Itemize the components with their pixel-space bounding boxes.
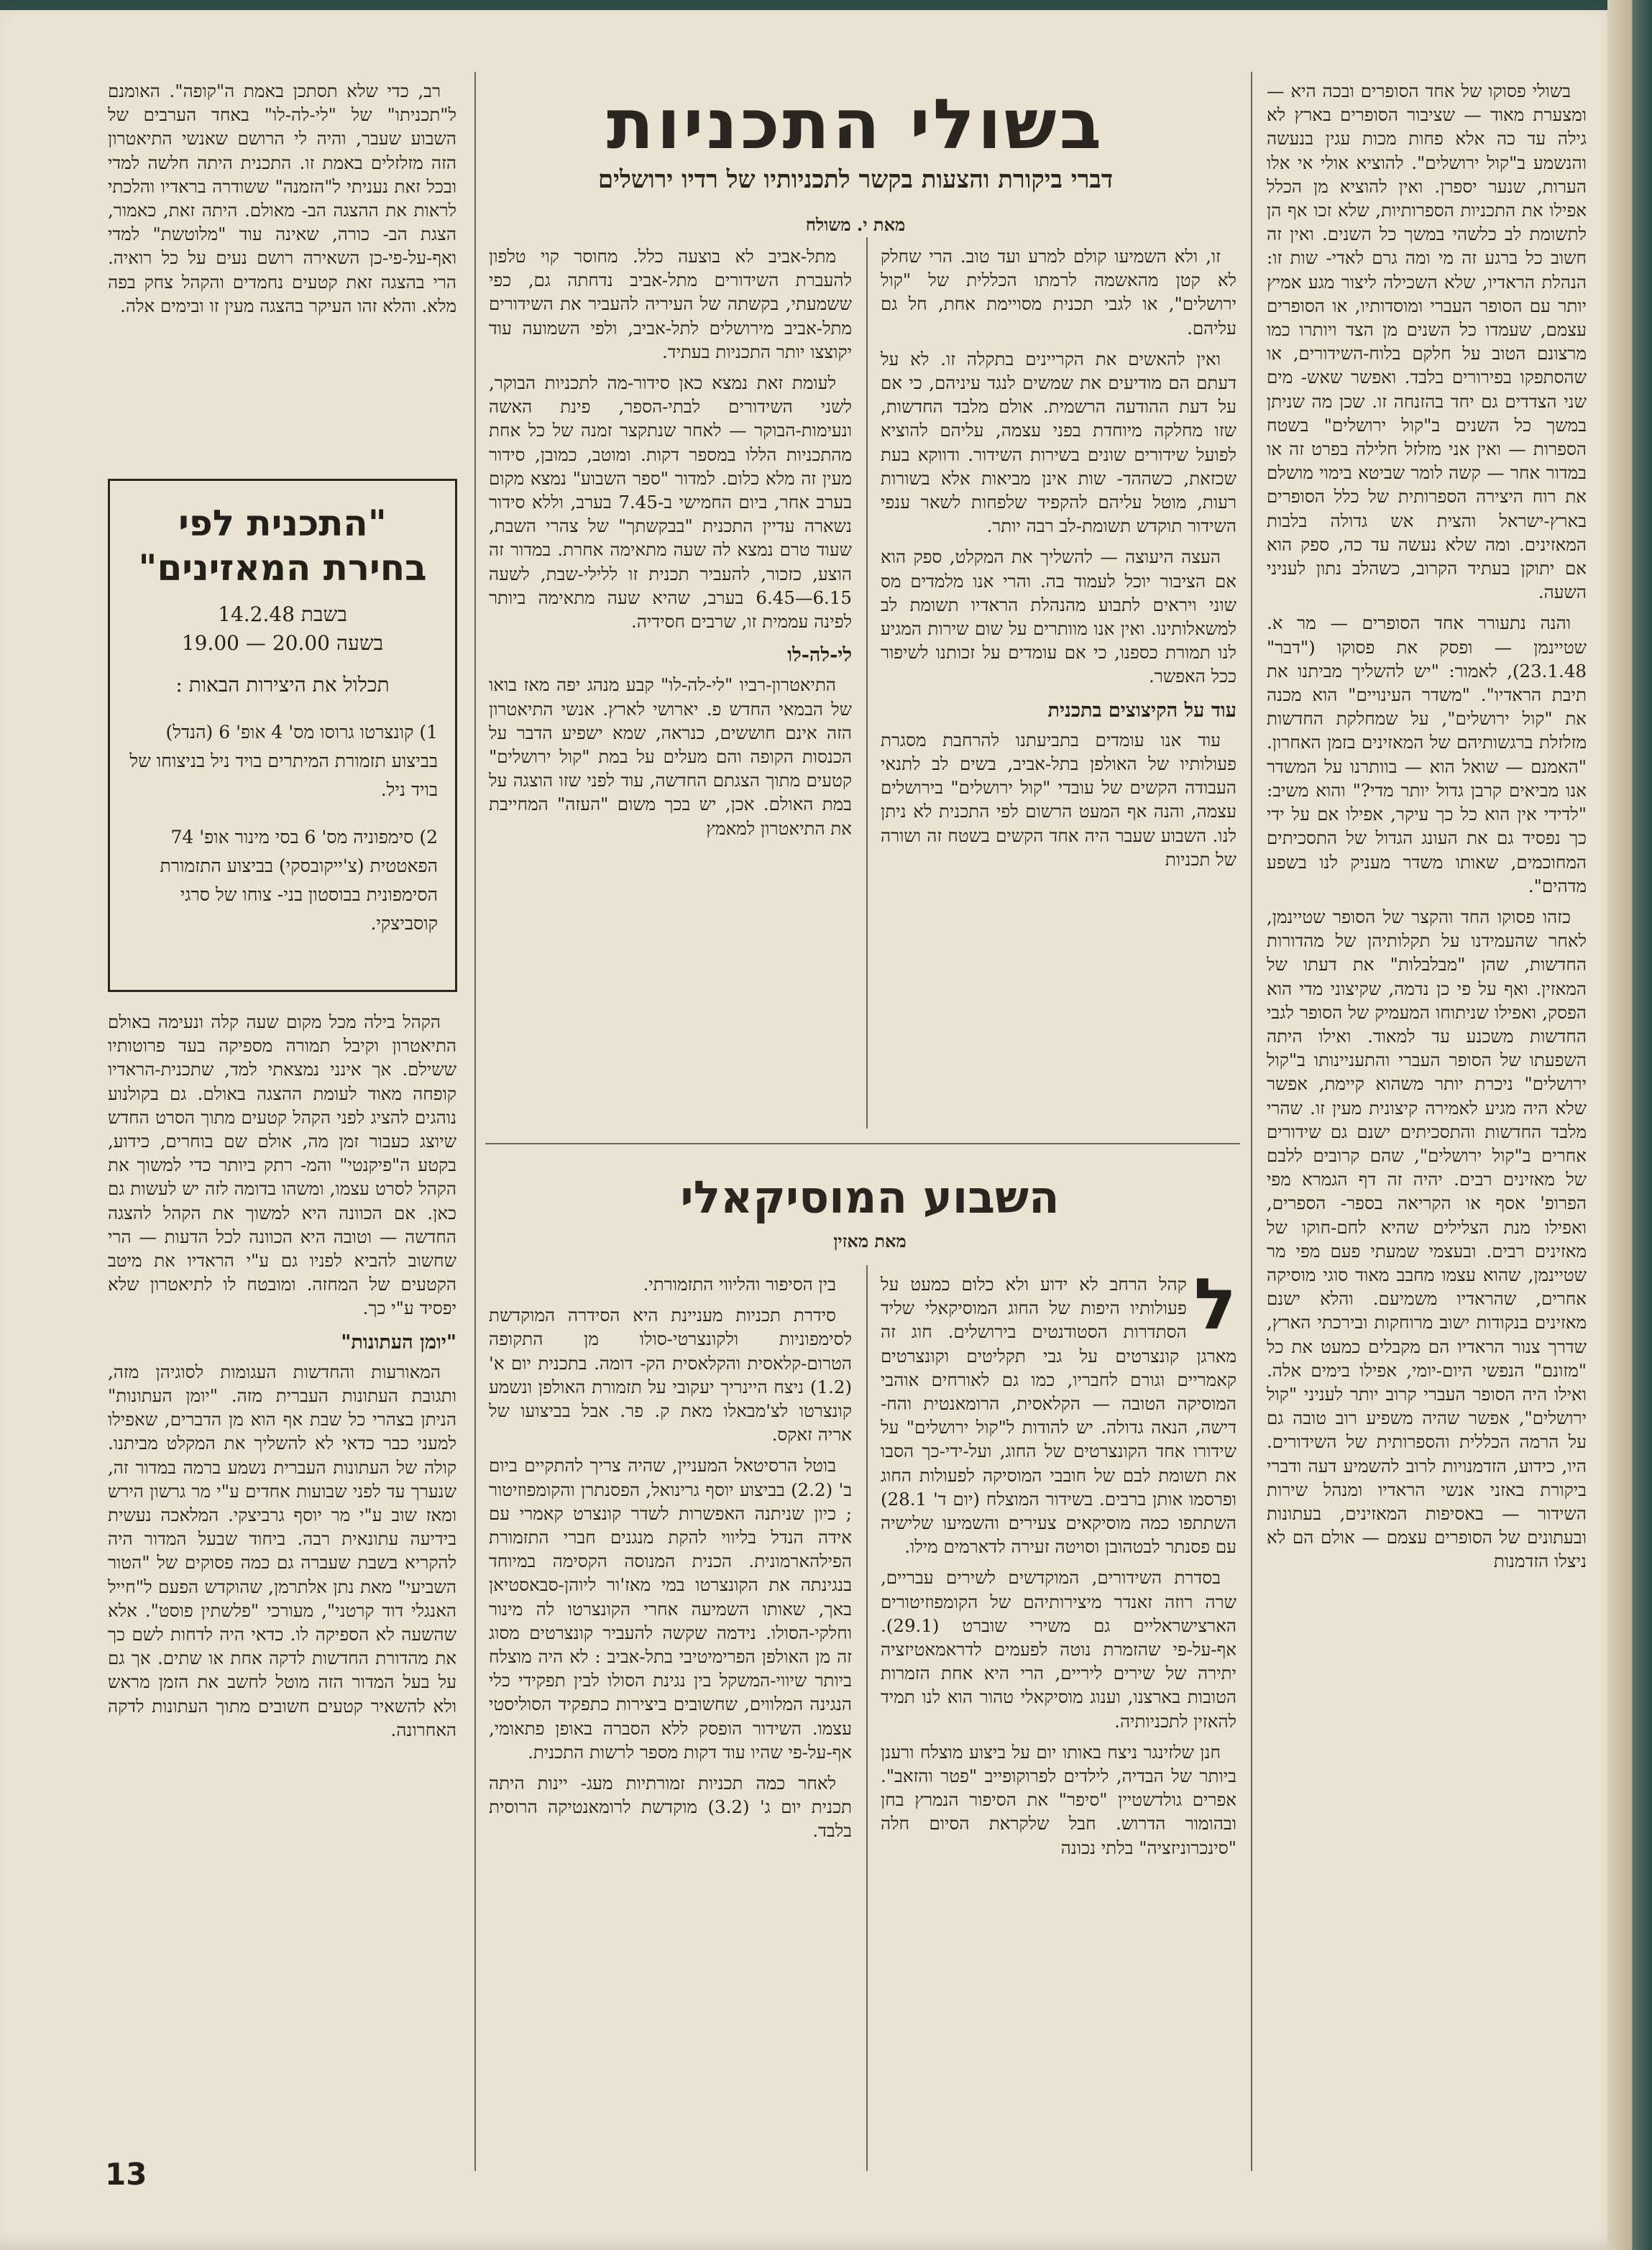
paragraph: לאחר כמה תכניות זמורתיות מעג- יינות היתה תכנית יום ג' (3.2) מוקדשת לרומאנטיקה הרוסית בלבד. [489,1773,852,1842]
paragraph: בוטל הרסיטאל המעניין, שהיה צריך להתקיים ביום ב' (2.2) בביצוע יוסף גרינואל, הפסנתרן והקומפוזיטור ; כיון שניתנה האפשרות לשדר קונצרט קאמרי עם אידה הנדל בליווי להקת מנגנים חברי התזמורת הפילהארמונית. הכנית המנוסה הקסימה במיוחד בנגינתה את הקונצרטו במי מאז'ור ליוהן-סבאסטיאן באך, שאותו השמיעה אחרי הקונצרטו לה מינור וחלקי-הסולו. נידמה שקשה להעביר קונצרטים מסוג זה מן האולפן הפרימיטיבי בתל-אביב : לא היה מוצלח ביותר שיווי-המשקל בין נגינת הסולו לבין תפקידי כלי הנגינה המלווים, שחשובים ביצירות כתפקיד הסוליסטי עצמו. השידור הופסק ללא הסברה באופן פתאומי, אף-על-פי שהיו עוד דקות מספר לרשות התכנית. [489,1455,852,1763]
music-article-byline: מאת מאזין [833,1231,907,1252]
box-item: 2) סימפוניה מס' 6 בסי מינור אופ' 74 הפאטטית (צ'ייקובסקי) בביצוע התזמורת הסימפונית בבוסטון בני- צוחו של סרגי קוסביצקי. [160,827,438,934]
box-intro: תכלול את היצירות הבאות : [175,673,390,697]
paragraph: התיאטרון-רביו "לי-לה-לו" קבע מנהג יפה מאז בואו של הבמאי החדש פ. יארושי לארץ. אנשי התיאטרון הזה אינם חוששים, כנראה, שמא ישפיע הדבר על הכנסות הקופה והם מעלים על במת "קול ירושלים" קטעים מתוך הצגתם החדשה, עוד לפני שזו הוצגה על במת האולם. אכן, יש בכך משום "העזה" המחייבת את התיאטרון למאמץ [489,674,852,839]
paragraph: העצה היעוצה — להשליך את המקלט, ספק הוא אם הציבור יוכל לעמוד בה. והרי אנו מלמדים מס שוני ויראים לתבוע מהנהלת הראדיו תשומת לב למשאלותינו. ואין אנו מוותרים על שום שירות המגיע לנו תמורת כספנו, כי אם עומדים על זכותנו לשיפור ככל האפשר. [881,546,1236,687]
paragraph: עוד אנו עומדים בתביעתנו להרחבת מסגרת פעולותיו של האולפן בתל-אביב, בשים לב לתנאי העבודה הקשים של עובדי "קול ירושלים" בירושלים עצמה, והנה אף המעט הרשום לפי התכנית לא ניתן לנו. השבוע שעבר היה אחד הקשים בשטח זה ושורה של תכניות [881,729,1236,870]
paragraph: בין הסיפור והליווי התזמורתי. [643,1274,836,1295]
binding-top-band [0,0,1652,10]
paragraph: בסדרת השידורים, המוקדשים לשירים עבריים, שרה רוזה זאנדר מיצירותיהם של הקומפוזיטורים הארצישראליים גם משירי שוברט (29.1). אף-על-פי שהזמרת נוטה לפעמים לדראמאטיזציה יתירה של שירים ליריים, הרי היא אחת הזמרות הטובות בארצנו, וענוג מוסיקאלי טהור הוא לנו תמיד להאזין לתכניותיה. [881,1567,1236,1732]
section-subhead: לי-לה-לו [787,644,852,667]
article-column-far-left-top [108,79,456,467]
page-number: 13 [105,2157,147,2192]
program-announcement-box [108,479,457,992]
column-rule [866,1265,868,2171]
article-title: בשולי התכניות [606,84,1105,165]
article-column-right [1267,79,1587,2164]
music-article-title: השבוע המוסיקאלי [680,1171,1060,1223]
paragraph: בשולי פסוקו של אחד הסופרים ובכה היא — ומצערת מאוד — שציבור הסופרים בארץ לא גילה עד כה אלא פחות מכות עגין בנעשה והנשמע ב"קול ירושלים". להוציא אולי אי אלו הערות, שנער יספרן. ואין להוציא מן הכלל אפילו את התכניות הספרותיות, שלא זכו אף הן לתשומת לב כלשהי במשך כל השנים. ואין זה חשוב כל ברגע זה מי ומה גרם לאדי- שות זו: הנהלת הראדיו, שלא השכילה ליצור מגע אמיץ יותר עם הסופר העברי ומוסדותיו, או הסופרים עצמם, שעמדו כל השנים מן הצד ויותרו כמו מרצונם הטוב על חלקם בלוח-השידורים, או שהסתפקו בפירורים בלבד. ואפשר שאש- מים שני הצדדים גם יחד בהזנחה זו. שכן מה שניתן במשך כל השנים ב"קול ירושלים" בשטח הספרות — ואין אני מזלזל חלילה בפרט זה או במדור אחר — קשה לומר שביטא בימוי מושלם את רוח היצירה הספרותית של כלל הסופרים בארץ-ישראל והצית אש גדולה בלבות המאזינים. ומה שלא נעשה עד כה, ספק הוא אם יתוקן בעתיד הקרוב, כשהלב נתון לעניני השעה. [1267,81,1587,603]
article-column-left [489,244,852,1136]
paragraph: סידרת תכניות מעניינת היא הסידרה המוקדשת לסימפוניות ולקונצרטי-סולו מן התקופה הטרום-קלאסית והקלאסית הק- דומה. בתכנית יום א' (1.2) ניצח היינריך יעקובי על תזמורת האולפן ונשמע קונצרטו לצ'מבאלו מאת ק. פר. אבל בביצועו של אריה זאקס. [489,1305,852,1446]
paragraph: זו, ולא השמיעו קולם למרע ועד טוב. הרי שחלק לא קטן מהאשמה לרמתו הכללית של "קול ירושלים", או לגבי תכנית מסויימת אחת, חל גם עליהם. [881,246,1236,339]
box-item: 1) קונצרטו גרוסו מס' 4 אופ' 6 (הנדל) בביצוע תזמורת המיתרים בויד ניל בניצוחו של בויד ניל. [129,722,438,800]
paragraph: לעומת זאת נמצא כאן סידור-מה לתכניות הבוקר, לשני השידורים לבתי-הספר, פינת האשה ונעימות-הבוקר — לאחר שנתקצר זמנה של כל אחת מהתכניות הללו במספר דקות. ומוטב, כמובן, סידור מעין זה מלא כלום. למדור "ספר השבוע" נמצא מקום בערב אחר, ביום החמישי ב-7.45 בערב, וללא סידור נשארה עדיין התכנית "בבקשתך" של צהרי השבת, שעוד טרם נמצא לה שעה מתאימה אחרת. במדור זה הוצע, כזכור, להעביר תכנית זו ללילי-שבת, לשעה 6.15—6.45 בערב, שהיא שעה מתאימה ביותר לפינה עממית זו, שרבים חסידיה. [489,372,852,633]
paragraph: והנה נתעורר אחד הסופרים — מר א. שטיינמן — ופסק את פסוקו ("דבר" 23.1.48), לאמור: "יש להשליך מביתנו את תיבת הראדיו". "משדר העינויים" הוא מכנה את "קול ירושלים", על שמחלקת החדשות מזלזלת ברגשותיהם של המאזינים בזמן האחרון. "האמנם — שואל הוא — בוותרנו על המשדר אנו מביאים קרבן גדול יותר מדי?" והוא משיב: "לדידי אין הוא כל כך עיקר, אפילו אם על ידי כך נפסיד גם את העונג הגדול של התסכיתים המחוכמים, שאותו משדר מעניק לנו בשפע מדהים". [1267,612,1587,896]
binding-edge [1607,0,1652,2250]
music-article-column-right [881,1272,1236,2164]
music-article-column-left [489,1272,852,2164]
box-title-line: "התכנית לפי [178,502,387,544]
section-subhead: "יומן העתונות" [341,1331,456,1354]
column-rule [1251,72,1252,2171]
drop-cap: ל [1193,1272,1236,1346]
article-column-middle [881,244,1236,1136]
paragraph: מתל-אביב לא בוצעה כלל. מחוסר קוי טלפון להעברת השידורים מתל-אביב נדחתה גם, כפי ששמעתי, בקשתה של העיריה להעביר את השידורים מתל-אביב מירושלים לתל-אביב, ולפי השמועה עוד יקוצצו יותר התכניות בעתיד. [489,246,852,362]
section-rule [485,1143,1240,1144]
section-subhead: עוד על הקיצוצים בתכנית [1047,699,1236,722]
column-rule [474,72,476,2171]
paragraph: חנן שלזינגר ניצח באותו יום על ביצוע מוצלח ורענן ביותר של הבדיה, לילדים לפרוקופייב "פטר והזאב". אפרים גולדשטיין "סיפר" את הסיפור הנמרץ בחן ובהומור הדרוש. חבל שלקראת הסיום חלה "סינכרוניזציה" בלתי נכונה [881,1741,1236,1858]
column-rule [866,237,868,1129]
box-title-line: בחירת המאזינים" [138,547,427,589]
article-column-far-left-bottom [108,1010,456,2160]
paragraph: רב, כדי שלא תסתכן באמת ה"קופה". האומנם ל"תכניתו" של "לי-לה-לו" באחד הערבים של השבוע שעבר, והיה לי הרושם שאנשי התיאטרון הזה מזלזלים באמת זו. התכנית היתה חלשה למדי ובכל זאת נעניתי ל"הזמנה" ששודרה בראדיו והלכתי לראות את ההצגה הב- מאולם. היתה זאת, כאמור, הצגת הב- כורה, שאינה עוד "מלוטשת" למדי ואף-על-פי-כן השאירה רושם נעים על כל רואיה. הרי בהצגה זאת קטעים נחמדים והקהל צחק בפה מלא. והלא זהו העיקר בהצגה מעין זו ובימים אלה. [108,81,456,316]
paragraph: ואין להאשים את הקריינים בתקלה זו. לא על דעתם הם מודיעים את שמשים לנגד עיניהם, כי אם על דעת ההודעה הרשמית. אולם מלבד החדשות, שזו מחלקה מיוחדת בפני עצמה, עליהם להוציא לפועל שידורים שונים בשירות השידור. ודווקא בעת שכזאת, כשההד- שות אינן מביאות אלא בשורות רעות, מוטל עליהם להקפיד שלפחות לשאר ענפי השידור תוקדש תשומת-לב רבה יותר. [881,348,1236,537]
paragraph: קהל הרחב לא ידוע ולא כלום כמעט על פעולותיו היפות של החוג המוסיקאלי שליד הסתדרות הסטודנטים בירושלים. חוג זה מארגן קונצרטים על גבי תקליטים וקונצרטים קאמריים וגורם לחבריו, כמו גם לאורחים אוהבי המוסיקה הטובה — הקלאסית, הרומאנטית והח- דישה, הנאה גדולה. יש להודות ל"קול ירושלים" על שידורו אחד הקונצרטים של החוג, ועל-ידי-כך הסבו את תשומת לבם של חובבי המוסיקה לפעולות החוג ופרסמו אותן ברבים. בשידור המוצלח (יום ד' 28.1) השתתפו כמה מוסיקאים צעירים והשמיעו שלישיה עם פסנתר לבטהובן וסויטה זעירה לדארמים מילו. [881,1274,1236,1558]
box-title [110,501,455,590]
box-time: בשעה 20.00 — 19.00 [181,631,384,655]
paragraph: הקהל בילה מכל מקום שעה קלה ונעימה באולם התיאטרון וקיבל תמורה מספיקה בעד פרוטותיו ששילם. אך אינני נמצאתי למד, שתכנית-הראדיו קופחה מאוד לעומת ההצגה באולם. גם בקולנוע נוהגים להציג לפני הקהל קטעים מתוך הסרט החדש שיוצג כעבור זמן מה, אולם שם בוחרים, כידוע, בקטע ה"פיקנטי" והמ- רתק ביותר כדי למשוך את הקהל לסרט עצמו, ומשהו בדומה לזה יש לעשות גם כאן. אם הכוונה היא למשוך את הקהל להצגה החדשה — וטובה היא הכוונה לכל הדעות — הרי שחשוב להביא לפניו גם ע"י הראדיו את מיטב הקטעים של המחזה. ומובטח לו לתיאטרון שלא יפסיד ע"י כך. [108,1011,456,1319]
paragraph: המאורעות והחדשות העגומות לסוגיהן מזה, ותגובת העתונות העברית מזה. "יומן העתונות" הניתן בצהרי כל שבת אף הוא מן הדברים, שאפילו למעני כבר כדאי לא להשליך את המקלט מביתנו. קולה של העתונות העברית נשמע ברמה במדור זה, שנערך עד לפני שבועות אחדים ע"י מר גרשון הירש ומאז שוב ע"י מר יוסף גרביצקי. המלאכה נעשית בידיעה עתונאית רבה. ביחוד שבעל המדור היה להקריא בשבת שעברה גם כמה פסוקים של "הטור השביעי" מאת נתן אלתרמן, שהוקדש הפעם ל"חייל האנגלי דוד קרטני", מעורכי "פלשתין פוסט". אלא שהשעה לא הספיקה לו. כדאי היה לדחות לשם כך את מהדורת החדשות לדקה אחת או שתים. אך גם על בעל המדור הזה מוטל לחשב את הזמן מראש ולא להשאיר קטעים חשובים מתוך העתונות לדקה האחרונה. [108,1361,456,1740]
article-byline: מאת י. משולח [805,214,906,235]
paragraph: כזהו פסוקו החד והקצר של הסופר שטיינמן, לאחר שהעמידנו על תקלותיהן של מהדורות החדשות, שהן "מבלבלות" את דעתו של המאזין. ואף על פי כן נדמה, שקיצוני מדי הוא הפסק, ואפילו שניתוחו המעמיק של הסופר לגבי החדשות משכנע עד למאוד. ואילו היתה השפעתו של הסופר העברי והתעניינותו ב"קול ירושלים" ניכרת יותר משהוא קיימת, אפשר שלא היה מגיע לאמירה קיצונית מעין זו. שהרי מלבד החדשות והתסכיתים ישנם גם שידורים אחרים ב"קול ירושלים", שהם קרובים ללבם של מאזינים רבים. יהיה זה דף הגמרא מפי הפרופ' אסף או הקריאה בספר- הספרים, ואפילו מנת הצלילים שהיא לחם-חוקו של מאזינים רבים. ובעצמי שמעתי פעם מפי מר שטיינמן, שהוא עצמו מחבב מאוד סוגי מוסיקה אחרים, שהראדיו משמיעם. והלא ישנם מאזינים בנקודות ישוב מרוחקות ובירכתי הארץ, שדרך צנור הראדיו הם מקבלים כמעט את כל "מזונם" הנפשי היום-יומי, אפילו בימים אלה. ואילו היה הסופר העברי קרוב יותר לעניני "קול ירושלים", אפשר שהיה משפיע רוב טובה גם על הרמה הכללית והספרותית של השידורים. היו, כידוע, הזדמנויות לרוב להשמיע דעה ודברי ביקורת באזני אנשי הראדיו ומנהל שירות השידור — באסיפות המאזינים, בעתונות ובעתונים של הסופרים עצמם — אולם הם לא ניצלו הזדמנות [1267,906,1587,1572]
article-subtitle: דברי ביקורת והצעות בקשר לתכניותיו של רדיו ירושלים [597,165,1114,194]
box-date: בשבת 14.2.48 [218,602,347,626]
